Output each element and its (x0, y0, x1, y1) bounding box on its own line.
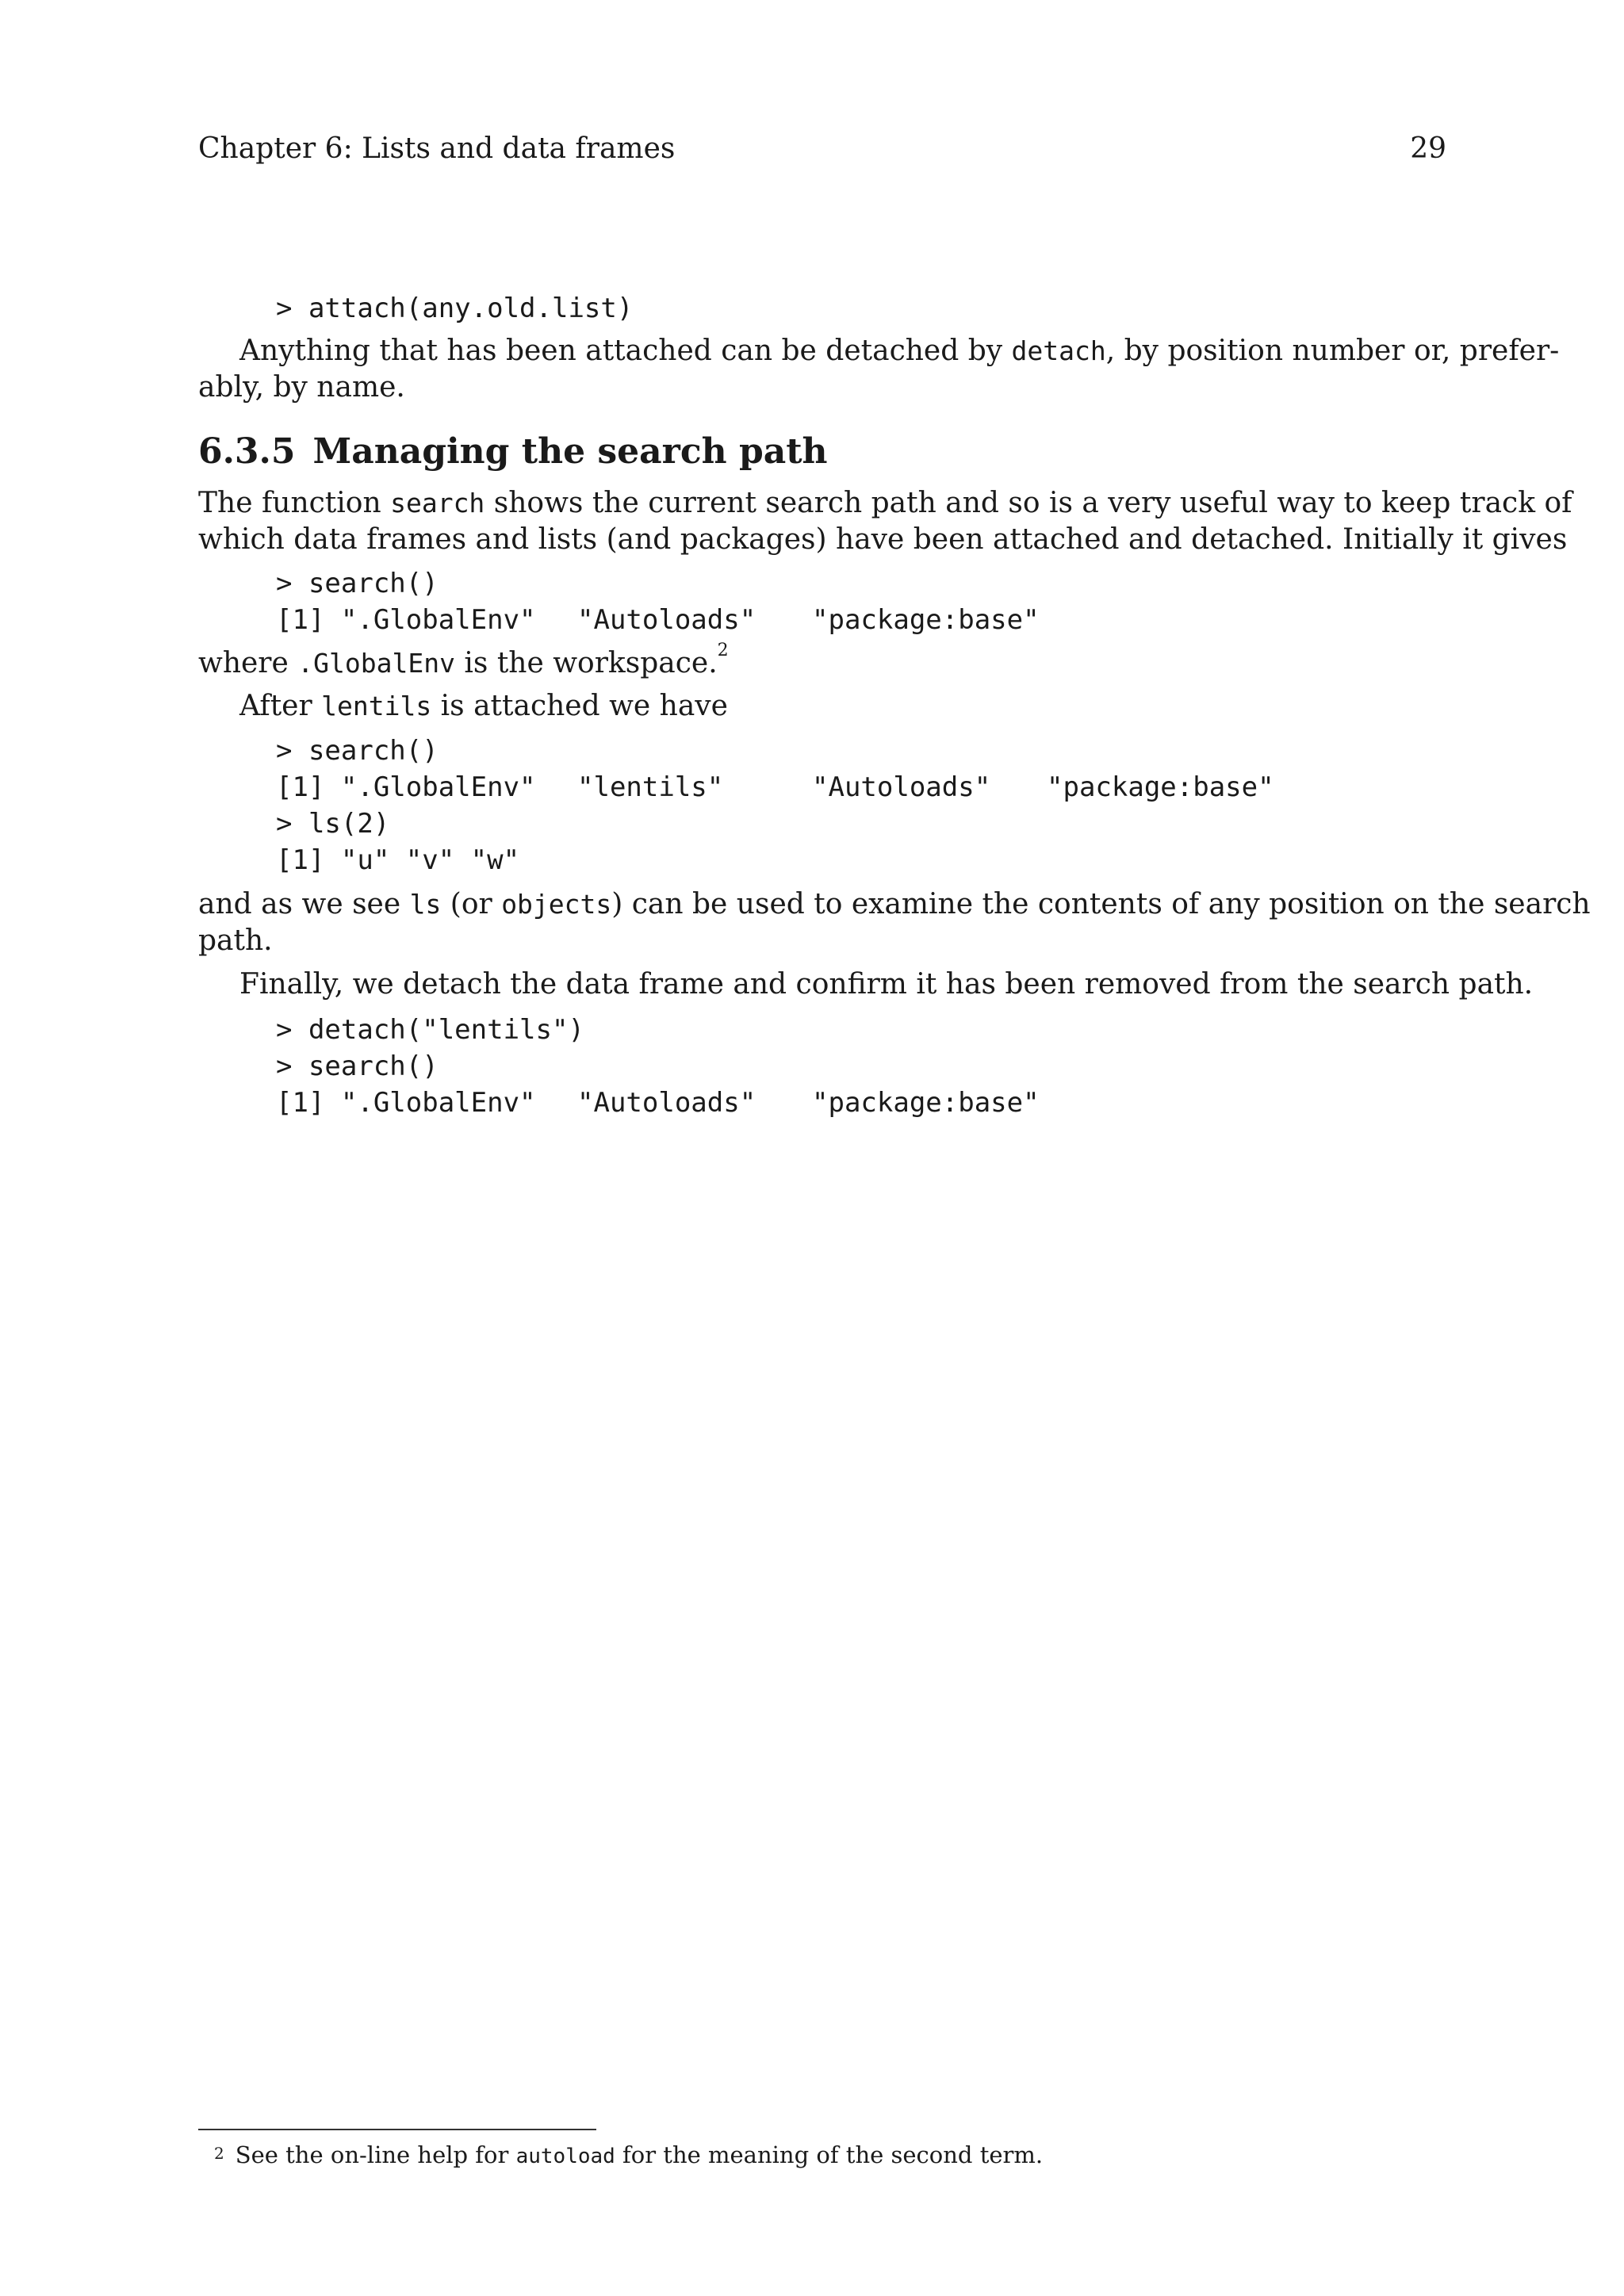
para-after-line: After lentils is attached we have (239, 690, 728, 722)
code-search-output: [1] ".GlobalEnv" "Autoloads" "package:base" (276, 604, 1040, 636)
code-search-output-2: [1] ".GlobalEnv" "lentils" "Autoloads" "package:base" (276, 771, 1274, 803)
para-search-line-2: which data frames and lists (and packages) have been attached and detached. Initially it gives (198, 523, 1568, 556)
footnote-mark: 2 (214, 2144, 224, 2163)
footnote-rule (198, 2129, 596, 2130)
code-attach-line: > attach(any.old.list) (276, 293, 634, 324)
code-search-call: > search() (276, 568, 439, 599)
para-detach-line-1: Anything that has been attached can be detached by detach, by position number or, prefer- (239, 335, 1560, 367)
para-ls-line-1: and as we see ls (or objects) can be used to examine the contents of any position on the search (198, 888, 1591, 920)
code-search-call-2: > search() (276, 735, 439, 767)
code-search-output-3: [1] ".GlobalEnv" "Autoloads" "package:base" (276, 1087, 1040, 1119)
para-where-line: where .GlobalEnv is the workspace.$^2$ (198, 641, 729, 679)
inline-code-search: search (390, 488, 485, 519)
inline-code-detach: detach (1011, 335, 1106, 366)
inline-code-lentils: lentils (321, 691, 432, 721)
section-heading (198, 430, 828, 474)
page-number: 29 (1410, 132, 1446, 165)
running-header-title: Chapter 6: Lists and data frames (198, 132, 676, 165)
footnote: $^2$ See the on-line help for autoload for the meaning of the second term. (214, 2141, 1044, 2168)
page-header (198, 132, 1446, 166)
inline-code-autoload: autoload (515, 2145, 615, 2168)
code-ls-output: [1] "u" "v" "w" (276, 844, 520, 876)
para-detach-line-2: ably, by name. (198, 371, 405, 404)
code-search-call-3: > search() (276, 1050, 439, 1082)
footnote-reference[interactable]: 2 (717, 641, 729, 660)
section-title: Managing the search path (312, 431, 828, 472)
para-ls-line-2: path. (198, 924, 273, 957)
para-search-line-1: The function search shows the current search path and so is a very useful way to keep track of (198, 487, 1572, 519)
code-ls-call: > ls(2) (276, 808, 390, 840)
inline-code-objects: objects (501, 889, 612, 920)
code-detach-call: > detach("lentils") (276, 1014, 584, 1046)
inline-code-ls: ls (409, 889, 442, 920)
para-finally-line: Finally, we detach the data frame and confirm it has been removed from the search path. (239, 968, 1534, 1001)
inline-code-globalenv: .GlobalEnv (297, 648, 455, 679)
section-number: 6.3.5 (198, 431, 296, 472)
